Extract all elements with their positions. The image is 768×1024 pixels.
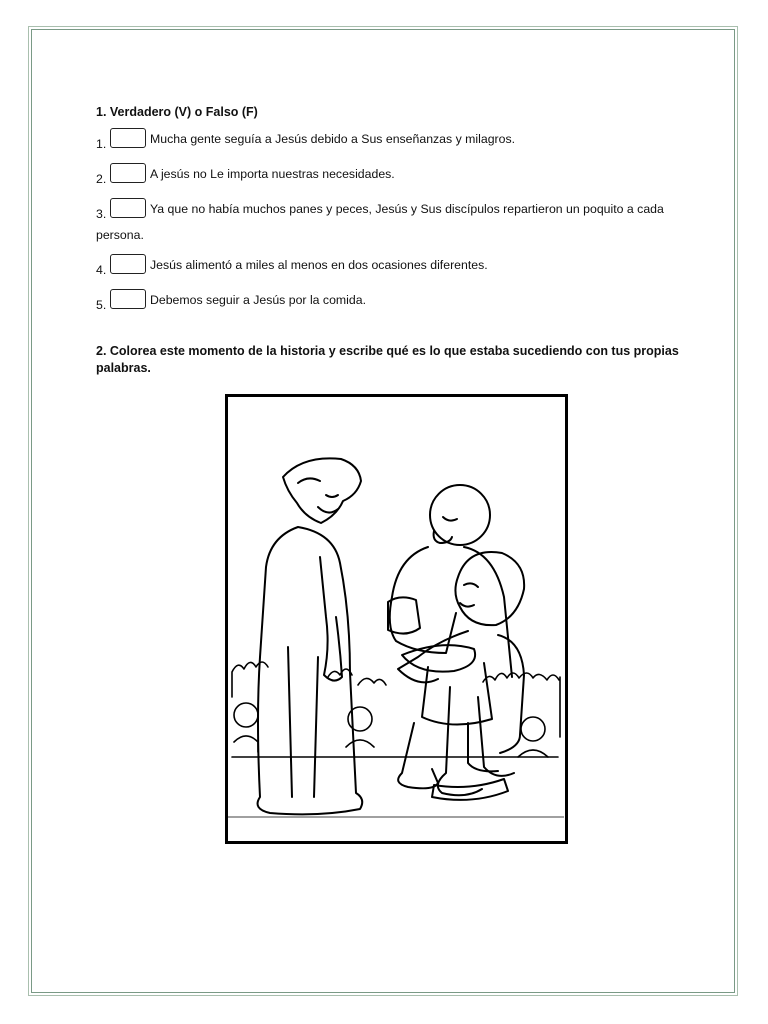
question-1 [96,124,696,152]
question-list [96,124,696,313]
worksheet-content [96,104,696,377]
question-text: Mucha gente seguía a Jesús debido a Sus enseñanzas y milagros. [150,132,516,146]
crowd-illustration [232,662,560,757]
section2-heading-line2: palabras. [96,361,151,375]
question-text-continuation: persona. [96,228,144,242]
section2-heading-line1: 2. Colorea este momento de la historia y escribe qué es lo que estaba sucediendo con tus propias [96,344,679,358]
jesus-figure [258,458,363,814]
answer-box-2[interactable] [110,163,146,183]
answer-box-4[interactable] [110,254,146,274]
question-number: 5. [96,298,107,312]
disciple-figure [388,485,512,788]
question-number: 2. [96,172,107,186]
section1-heading: 1. Verdadero (V) o Falso (F) [96,105,258,119]
question-text: Ya que no había muchos panes y peces, Jesús y Sus discípulos repartieron un poquito a cada [150,202,664,216]
coloring-illustration [225,394,568,844]
question-number: 1. [96,137,107,151]
question-number: 3. [96,207,107,221]
question-5 [96,285,696,313]
question-text: A jesús no Le importa nuestras necesidades. [150,167,395,181]
question-3 [96,194,696,243]
answer-box-5[interactable] [110,289,146,309]
question-4 [96,250,696,278]
question-2 [96,159,696,187]
question-number: 4. [96,263,107,277]
question-text: Jesús alimentó a miles al menos en dos ocasiones diferentes. [150,258,488,272]
answer-box-1[interactable] [110,128,146,148]
section2-heading [96,343,696,377]
answer-box-3[interactable] [110,198,146,218]
question-text: Debemos seguir a Jesús por la comida. [150,293,366,307]
